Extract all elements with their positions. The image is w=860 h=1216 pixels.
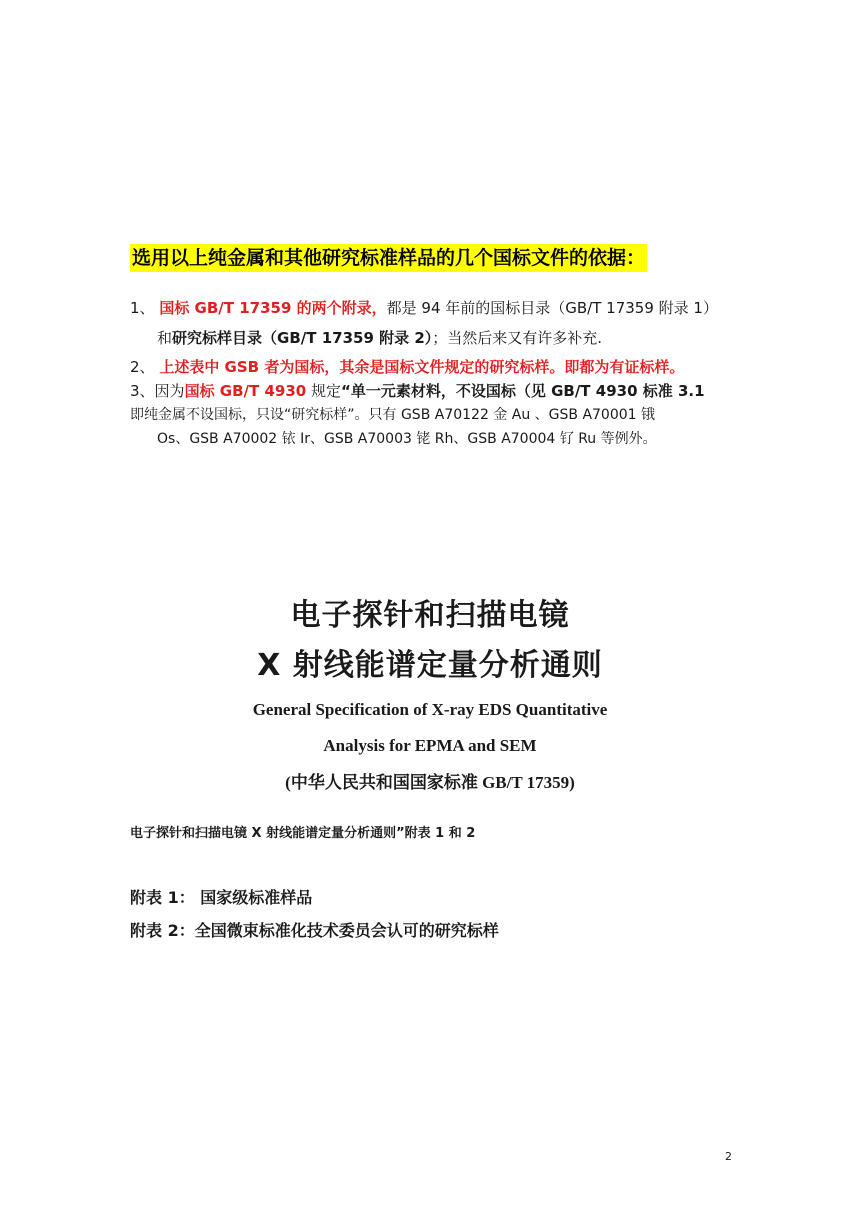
- item-text: 都是 94 年前的国标目录（GB/T 17359 附录 1）: [386, 299, 718, 317]
- list-item-2: [130, 357, 684, 377]
- document-title-line2: X 射线能谱定量分析通则: [257, 648, 603, 683]
- list-number: 2、: [130, 358, 155, 376]
- highlight-text: 国标 GB/T 4930: [184, 382, 307, 400]
- appendix-2: 附表 2：全国微束标准化技术委员会认可的研究标样: [130, 921, 499, 940]
- list-item-3-line3: Os、GSB A70002 铱 Ir、GSB A70003 铑 Rh、GSB A70004 钌 Ru 等例外。: [157, 431, 657, 447]
- standard-reference: (中华人民共和国国家标准 GB/T 17359): [285, 773, 575, 792]
- bold-text: 研究标样目录（GB/T 17359 附录 2）: [172, 329, 433, 347]
- section-heading: 选用以上纯金属和其他研究标准样品的几个国标文件的依据：: [130, 244, 647, 272]
- subtitle: 电子探针和扫描电镜 X 射线能谱定量分析通则”附表 1 和 2: [130, 826, 476, 841]
- english-title-line1: General Specification of X-ray EDS Quantitative: [252, 700, 608, 719]
- list-number: 1、: [130, 299, 155, 317]
- list-item-1: [130, 298, 718, 318]
- highlight-text: 国标 GB/T 17359 的两个附录，: [159, 299, 387, 317]
- appendix-1: 附表 1： 国家级标准样品: [130, 888, 313, 907]
- list-number: 3、: [130, 382, 155, 400]
- english-title-line2: Analysis for EPMA and SEM: [323, 736, 537, 755]
- list-item-3: [130, 381, 705, 401]
- document-title-line1: 电子探针和扫描电镜: [290, 598, 570, 633]
- bold-text: “单一元素材料，不设国标（见 GB/T 4930 标准 3.1: [341, 382, 705, 400]
- page-number: 2: [725, 1150, 732, 1163]
- item-text: ；当然后来又有许多补充.: [432, 329, 603, 347]
- item-text: 和: [157, 329, 173, 347]
- highlight-text: 上述表中 GSB 者为国标，其余是国标文件规定的研究标样。即都为有证标样。: [159, 358, 685, 376]
- list-item-1-continued: [157, 328, 602, 348]
- item-text: 因为: [154, 382, 185, 400]
- list-item-3-line2: 即纯金属不设国标，只设“研究标样”。只有 GSB A70122 金 Au 、GSB A70001 锇: [130, 407, 656, 423]
- item-text: 规定: [306, 382, 341, 400]
